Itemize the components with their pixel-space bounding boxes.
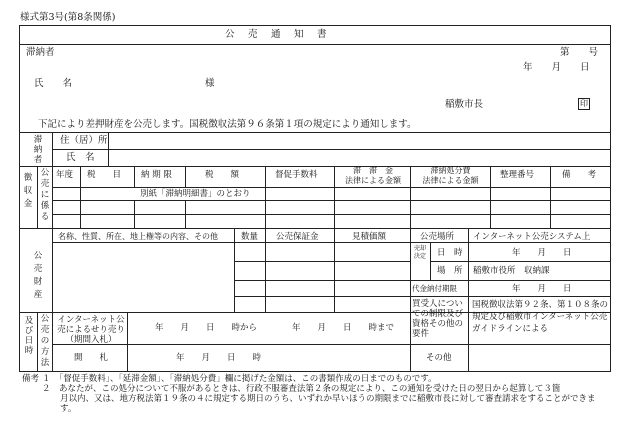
page-title: 公 売 通 知 書 (225, 29, 329, 40)
delinquent-label: 滞納者 (26, 47, 55, 58)
date-label: 年 月 日 (523, 62, 590, 73)
property-header-deposit: 公売保証金 (276, 232, 319, 242)
location-label: 場 所 (437, 266, 463, 276)
number-label: 第 号 (560, 47, 599, 58)
restriction-text: 国税徴収法第９２条、第１０８条の規定及び稲敷市インターネット公売ガイドラインによる (472, 300, 609, 334)
remark-item-1: １ 「督促手数料」、「延滞金額」、「滞納処分費」欄に掲げた金額は、この書類作成の日までのものです。 (42, 374, 437, 384)
tax-detail-note: 別紙「滞納明細書」のとおり (140, 189, 251, 199)
tax-header-amount: 税 額 (205, 170, 240, 180)
property-side-label: 公売財産 (33, 251, 43, 300)
mayor-name: 稲敷市長 (445, 99, 484, 110)
property-header-qty: 数量 (241, 232, 259, 242)
opening-label: 開 札 (74, 353, 109, 363)
tax-header-late: 滞 滞 金 法律による金額 (345, 166, 401, 185)
place-label: 公売場所 (420, 232, 455, 242)
box-name-label: 氏 名 (66, 152, 95, 163)
property-header-estimate: 見積価額 (352, 232, 387, 242)
remark-item-3: 月以内、又は、地方税法第１９条の４に規定する期日のうち、いずれか早いほうの期限までに稲敷市長に対して審査請求をすることができます。 (60, 394, 596, 414)
address-label: 住（居）所 (60, 135, 108, 146)
restriction-label: 買受人についての制限及び資格その他の要件 (412, 299, 464, 339)
tax-side-label-2: 公売に係る (40, 168, 50, 222)
remarks-label: 備考 (22, 374, 40, 384)
internet-auction-label: インターネット公売によるせり売り（期間入札） (57, 315, 125, 345)
form-id: 様式第3号(第8条関係) (20, 12, 116, 23)
method-side-label-2: 及び日時 (24, 316, 34, 356)
tax-header-item: 税 目 (87, 170, 122, 180)
method-side-label-1: 公売の方法 (40, 314, 50, 368)
sale-decision-label: 売却決定 (414, 245, 427, 260)
honorific: 様 (205, 78, 215, 89)
datetime-label: 日 時 (437, 248, 463, 258)
tax-header-fee: 督促手数料 (275, 170, 318, 180)
opening-value: 年 月 日 時 (176, 353, 262, 363)
property-header-desc: 名称、性質、所在、地上権等の内容、その他 (58, 232, 218, 241)
seal-stamp: 印 (580, 99, 588, 108)
delinquent-box-label: 滞納者 (33, 135, 43, 165)
payment-due-label: 代金納付期限 (412, 284, 457, 293)
period-start: 年 月 日 時から (155, 323, 258, 333)
period-end: 年 月 日 時まで (292, 323, 395, 333)
other-label: その他 (426, 353, 452, 363)
remark-item-2: ２ あなたが、この処分について不服があるときは、行政不服審査法第２条の規定により、この通知を受けた日の翌日から起算して３箇 (42, 384, 561, 394)
tax-side-label-1: 徴収金 (23, 173, 33, 209)
payment-due-value: 年 月 日 (512, 284, 572, 294)
tax-header-due: 納 期 限 (141, 170, 172, 180)
place-value: インターネット公売システム上 (473, 232, 591, 242)
tax-header-note: 備 考 (562, 170, 597, 180)
datetime-value: 年 月 日 (512, 248, 572, 258)
location-value: 稲敷市役所 収納課 (473, 266, 550, 276)
tax-header-year: 年度 (56, 170, 74, 180)
tax-header-disposal: 滞納処分費 法律による金額 (422, 166, 479, 185)
notice-text: 下記により差押財産を公売します。国税徴収法第９６条第１項の規定により通知します。 (38, 119, 417, 130)
tax-header-ref: 整理番号 (500, 170, 535, 180)
name-label: 氏 名 (34, 78, 73, 89)
